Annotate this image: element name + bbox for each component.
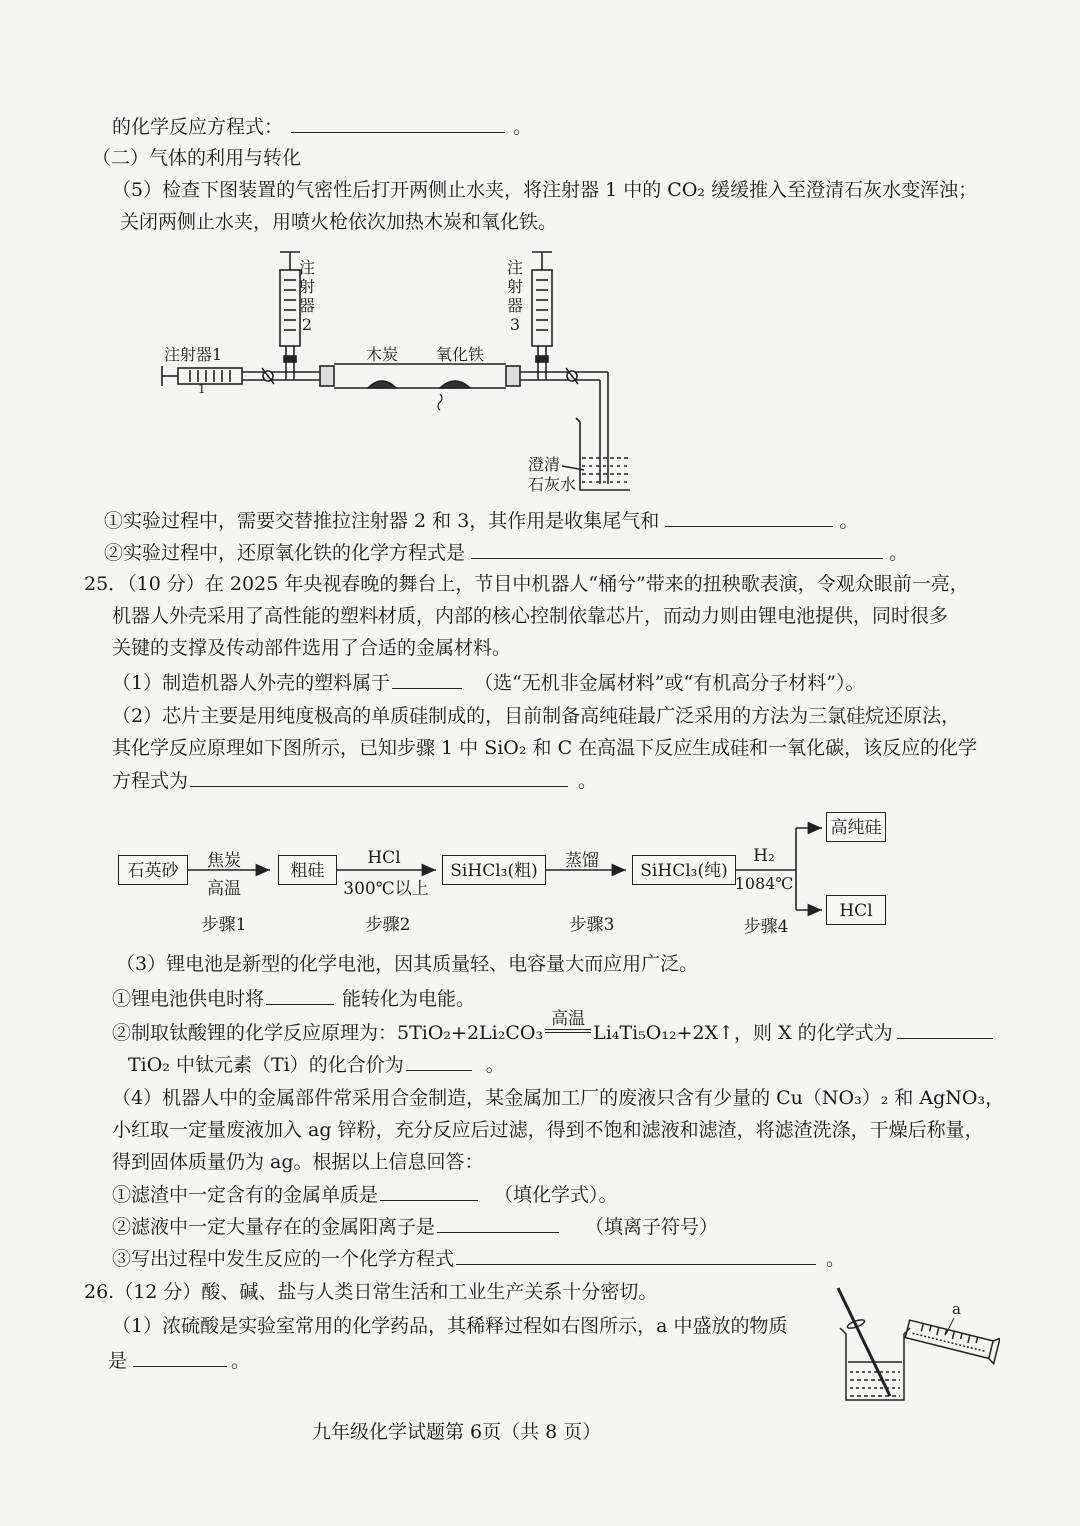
condition-bar-2 bbox=[545, 1032, 591, 1033]
cond1-top: 焦炭 bbox=[207, 851, 241, 871]
label-char: 3 bbox=[509, 315, 521, 334]
period: 。 bbox=[826, 1248, 846, 1270]
cond1-bottom: 高温 bbox=[207, 879, 241, 899]
q25-line-2: 机器人外壳采用了高性能的塑料材质，内部的核心控制依靠芯片，而动力则由锂电池提供，同时很多 bbox=[112, 605, 949, 627]
sub-question-1 bbox=[104, 508, 858, 533]
step2-label: 步骤2 bbox=[365, 915, 411, 935]
p3-2-mid: Li₄Ti₅O₁₂+2X↑，则 X 的化学式为 bbox=[593, 1022, 893, 1044]
page-footer: 九年级化学试题第 6页（共 8 页） bbox=[312, 1421, 602, 1443]
syringe2-label bbox=[298, 258, 316, 334]
q25-line-3: 关键的支撑及传动部件选用了合适的金属材料。 bbox=[112, 637, 512, 659]
cond2-top: HCl bbox=[367, 848, 401, 868]
equation-line bbox=[112, 114, 532, 139]
p1-prefix: 是 bbox=[108, 1350, 128, 1372]
step4-label: 步骤4 bbox=[743, 917, 789, 937]
q25-line-1: 25．（10 分）在 2025 年央视春晚的舞台上，节目中机器人“桶兮”带来的扭秧歌表演，令观众眼前一亮， bbox=[84, 573, 969, 595]
q25-part-4-1 bbox=[112, 1182, 618, 1207]
p3-2b-prefix: TiO₂ 中钛元素（Ti）的化合价为 bbox=[128, 1054, 404, 1076]
q5-line-1: （5）检查下图装置的气密性后打开两侧止水夹，将注射器 1 中的 CO₂ 缓缓推入至澄清石灰水变浑浊； bbox=[112, 179, 978, 201]
answer-blank[interactable] bbox=[266, 986, 334, 1005]
label-char: 射 bbox=[506, 277, 523, 296]
q25-part-3-1 bbox=[112, 986, 475, 1011]
p3-1-suffix: 能转化为电能。 bbox=[342, 988, 476, 1010]
q25-part-3-2b bbox=[128, 1052, 505, 1077]
cond4-bottom: 1084℃ bbox=[734, 874, 794, 893]
syringe1-label: 注射器1 bbox=[164, 345, 223, 364]
p4-2-prefix: ②滤液中一定大量存在的金属阳离子是 bbox=[112, 1216, 436, 1238]
limewater-label-1: 澄清 bbox=[528, 455, 561, 474]
cond2-bottom: 300℃以上 bbox=[343, 879, 429, 899]
equation-prefix: 的化学反应方程式： bbox=[112, 116, 284, 138]
sub-question-2 bbox=[104, 540, 908, 565]
period: 。 bbox=[485, 1054, 505, 1076]
q5-line-2: 关闭两侧止水夹，用喷火枪依次加热木炭和氧化铁。 bbox=[120, 211, 558, 233]
step3-label: 步骤3 bbox=[569, 915, 615, 935]
p3-1-prefix: ①锂电池供电时将 bbox=[112, 988, 265, 1010]
p1-prefix: （1）制造机器人外壳的塑料属于 bbox=[112, 672, 391, 694]
p2-text: 方程式为 bbox=[112, 770, 189, 792]
q25-part-2-line-3 bbox=[112, 768, 597, 793]
syringe1-mark: 1 bbox=[198, 382, 206, 396]
answer-blank[interactable] bbox=[133, 1348, 227, 1367]
q25-part-3: （3）锂电池是新型的化学电池，因其质量轻、电容量大而应用广泛。 bbox=[116, 953, 699, 975]
reaction-condition bbox=[543, 1009, 593, 1045]
p4-2-suffix: （填离子符号） bbox=[585, 1216, 719, 1238]
q25-part-4-line-3: 得到固体质量仍为 ag。根据以上信息回答： bbox=[112, 1151, 484, 1173]
answer-blank[interactable] bbox=[406, 1052, 472, 1071]
q25-part-2-line-2: 其化学反应原理如下图所示，已知步骤 1 中 SiO₂ 和 C 在高温下反应生成硅和一氧化碳，该反应的化学 bbox=[112, 737, 978, 759]
q26-line-1: 26.（12 分）酸、碱、盐与人类日常生活和工业生产关系十分密切。 bbox=[84, 1281, 658, 1303]
q25-part-1 bbox=[112, 670, 864, 695]
flow-box-crude-si: 粗硅 bbox=[278, 855, 337, 885]
flow-box-hcl: HCl bbox=[826, 895, 886, 925]
sub1-text: ①实验过程中，需要交替推拉注射器 2 和 3，其作用是收集尾气和 bbox=[104, 510, 660, 532]
q26-part-1-line-2 bbox=[108, 1348, 250, 1373]
limewater-label-2: 石灰水 bbox=[528, 475, 577, 494]
dilution-figure bbox=[828, 1284, 1000, 1414]
p4-1-prefix: ①滤渣中一定含有的金属单质是 bbox=[112, 1184, 379, 1206]
flow-box-sihcl3-pure: SiHCl₃(纯) bbox=[632, 855, 736, 885]
p3-2-prefix: ②制取钛酸锂的化学反应原理为：5TiO₂+2Li₂CO₃ bbox=[112, 1022, 544, 1044]
label-char: 注 bbox=[298, 258, 315, 277]
cond3-top: 蒸馏 bbox=[565, 851, 599, 871]
answer-blank[interactable] bbox=[380, 1182, 478, 1201]
q25-part-4-line-1: （4）机器人中的金属部件常采用合金制造，某金属加工厂的废液只含有少量的 Cu（NO₃）₂ 和 AgNO₃， bbox=[112, 1087, 1005, 1109]
flow-box-sihcl3-crude: SiHCl₃(粗) bbox=[442, 855, 546, 885]
q26-part-1-line-1: （1）浓硫酸是实验室常用的化学药品，其稀释过程如右图所示，a 中盛放的物质 bbox=[112, 1315, 788, 1337]
answer-blank[interactable] bbox=[291, 114, 505, 133]
q25-part-4-line-2: 小红取一定量废液加入 ag 锌粉，充分反应后过滤，得到不饱和滤液和滤渣，将滤渣洗涤，干燥后称量， bbox=[112, 1119, 984, 1141]
answer-blank[interactable] bbox=[392, 670, 462, 689]
q25-part-4-3 bbox=[112, 1246, 845, 1271]
answer-blank[interactable] bbox=[665, 508, 833, 527]
answer-blank[interactable] bbox=[437, 1214, 559, 1233]
label-char: 器 bbox=[298, 296, 315, 315]
sub2-text: ②实验过程中，还原氧化铁的化学方程式是 bbox=[104, 542, 466, 564]
q25-part-2-line-1: （2）芯片主要是用纯度极高的单质硅制成的，目前制备高纯硅最广泛采用的方法为三氯硅烷还原法， bbox=[112, 705, 961, 727]
condition-text: 高温 bbox=[551, 1009, 586, 1029]
iron-oxide-label: 氧化铁 bbox=[436, 345, 485, 364]
period: 。 bbox=[578, 770, 598, 792]
period: 。 bbox=[231, 1350, 251, 1372]
q25-part-4-2 bbox=[112, 1214, 718, 1239]
p1-suffix: （选“无机非金属材料”或“有机高分子材料”）。 bbox=[474, 672, 865, 694]
period: 。 bbox=[889, 542, 909, 564]
figure-label-a: a bbox=[952, 1300, 961, 1318]
step1-label: 步骤1 bbox=[201, 915, 247, 935]
p4-1-suffix: （填化学式）。 bbox=[494, 1184, 618, 1206]
flow-box-pure-si: 高纯硅 bbox=[826, 812, 886, 842]
section-title: （二）气体的利用与转化 bbox=[92, 147, 302, 169]
period: 。 bbox=[839, 510, 859, 532]
p4-3-prefix: ③写出过程中发生反应的一个化学方程式 bbox=[112, 1248, 455, 1270]
label-char: 2 bbox=[301, 315, 313, 334]
cond4-top: H₂ bbox=[753, 846, 775, 866]
answer-blank[interactable] bbox=[897, 1020, 993, 1039]
q25-part-3-2 bbox=[112, 1009, 993, 1045]
label-char: 射 bbox=[298, 277, 315, 296]
condition-bar-1 bbox=[545, 1029, 591, 1030]
answer-blank[interactable] bbox=[456, 1246, 816, 1265]
period: 。 bbox=[513, 116, 533, 138]
label-char: 器 bbox=[506, 296, 523, 315]
charcoal-label: 木炭 bbox=[366, 345, 399, 364]
flow-box-quartz: 石英砂 bbox=[118, 855, 188, 885]
label-char: 注 bbox=[506, 258, 523, 277]
answer-blank[interactable] bbox=[471, 540, 883, 559]
answer-blank[interactable] bbox=[190, 768, 568, 787]
syringe3-label bbox=[506, 258, 524, 334]
